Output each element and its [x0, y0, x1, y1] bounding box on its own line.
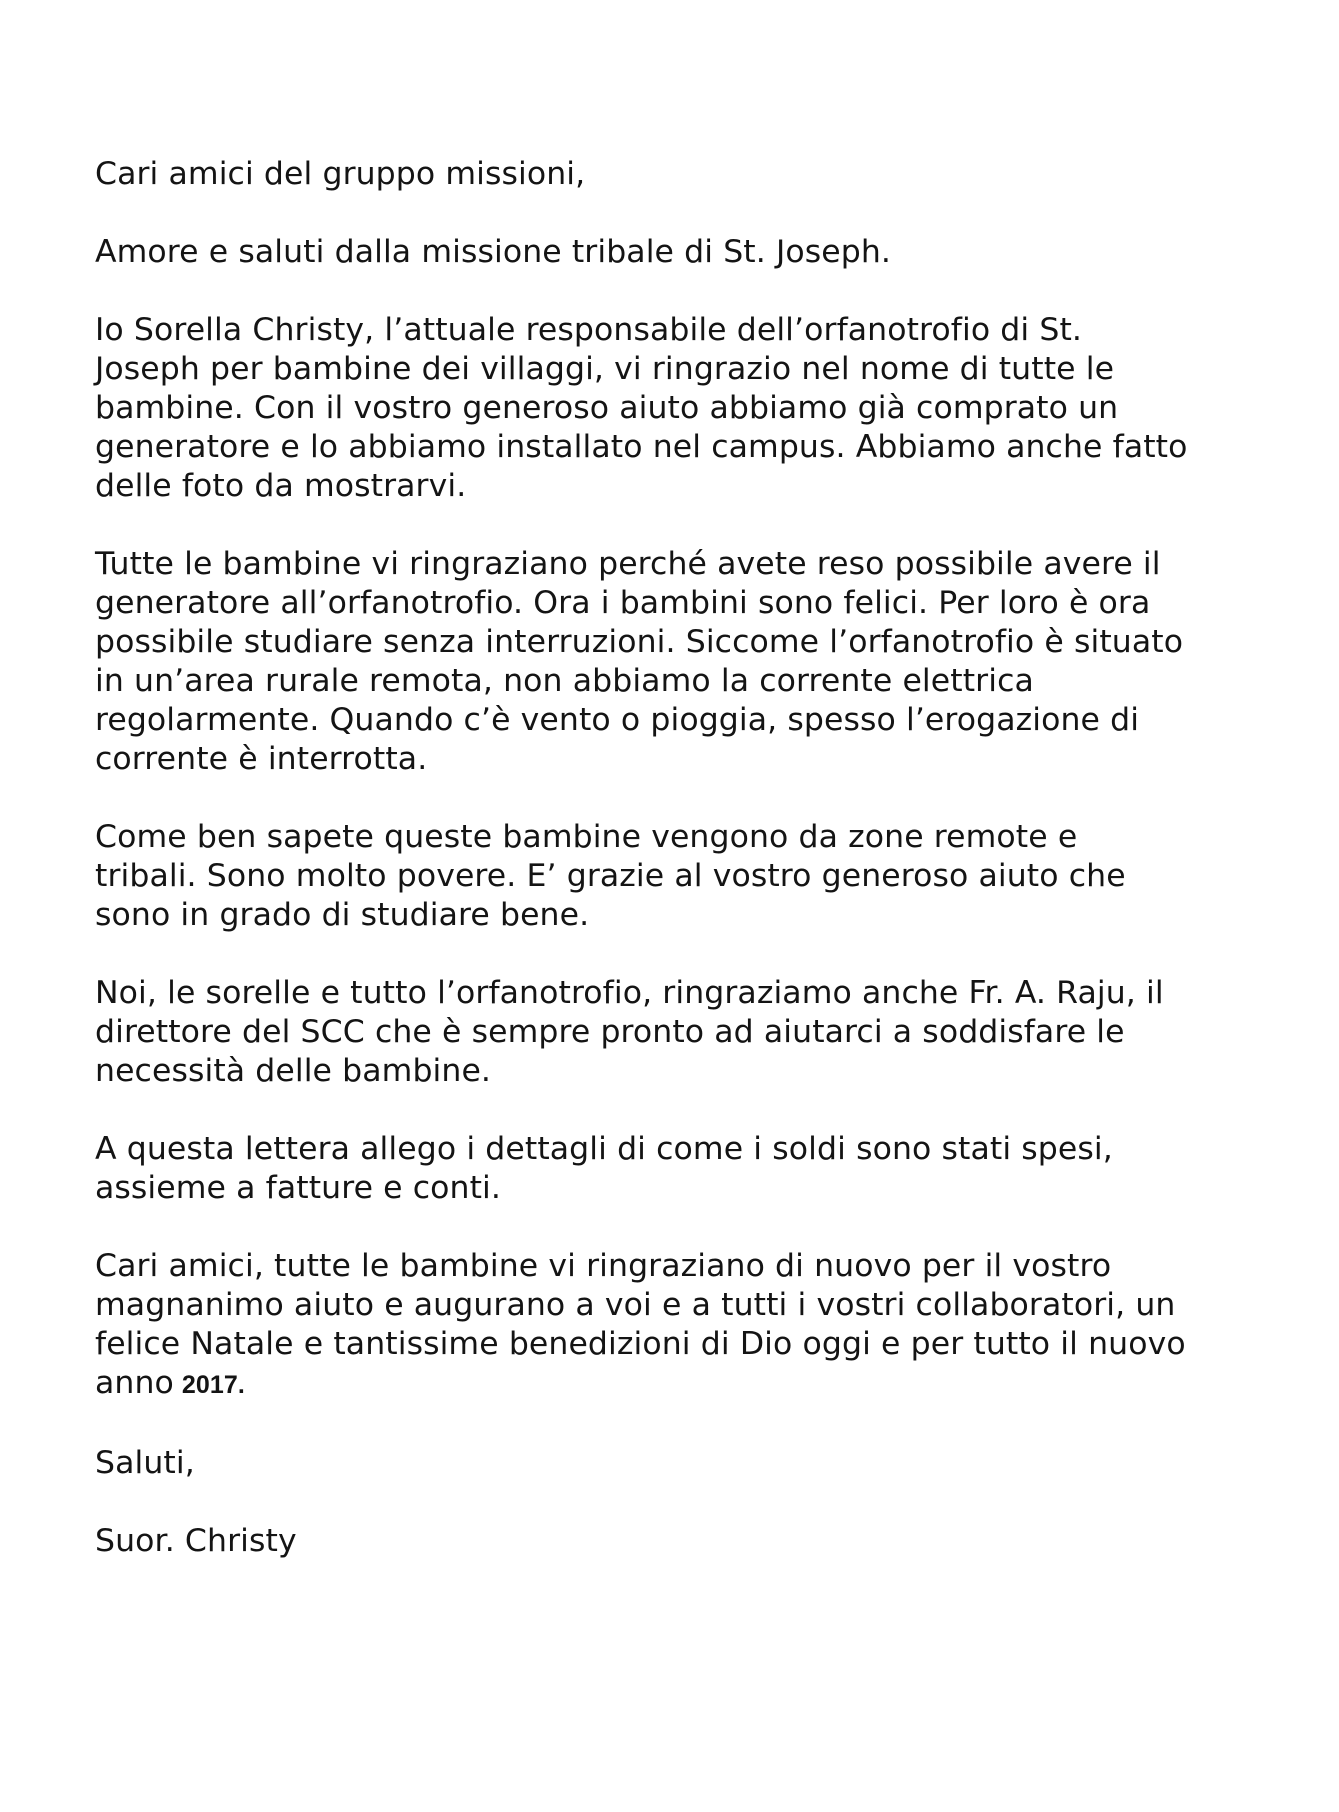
year-prefix: anno [95, 1365, 174, 1401]
text-line: generatore e lo abbiamo installato nel campus. Abbiamo anche fatto [95, 429, 1188, 465]
text-line: bambine. Con il vostro generoso aiuto abbiamo già comprato un [95, 390, 1119, 426]
text-line: Cari amici, tutte le bambine vi ringraziano di nuovo per il vostro [95, 1248, 1112, 1284]
year-line [95, 1364, 1275, 1405]
paragraph-thanks-generator [95, 311, 1275, 506]
text-line: direttore del SCC che è sempre pronto ad aiutarci a soddisfare le [95, 1014, 1125, 1050]
paragraph-attachments [95, 1130, 1275, 1208]
text-line: tribali. Sono molto povere. E’ grazie al vostro generoso aiuto che [95, 858, 1126, 894]
text-line: assieme a fatture e conti. [95, 1170, 502, 1206]
text-line: magnanimo aiuto e augurano a voi e a tutti i vostri collaboratori, un [95, 1287, 1176, 1323]
signature [95, 1522, 1275, 1561]
text-line: Come ben sapete queste bambine vengono da zone remote e [95, 819, 1078, 855]
text-line: corrente è interrotta. [95, 741, 428, 777]
signature-line: Suor. Christy [95, 1523, 297, 1559]
letter-body [95, 155, 1275, 1600]
text-line: Io Sorella Christy, l’attuale responsabile dell’orfanotrofio di St. [95, 312, 1083, 348]
text-line: Tutte le bambine vi ringraziano perché avete reso possibile avere il [95, 546, 1161, 582]
text-line: Noi, le sorelle e tutto l’orfanotrofio, ringraziamo anche Fr. A. Raju, il [95, 975, 1164, 1011]
intro-paragraph [95, 233, 1275, 272]
paragraph-remote-areas [95, 818, 1275, 935]
greeting-line: Cari amici del gruppo missioni, [95, 156, 586, 192]
year-value: 2017. [181, 1371, 245, 1399]
closing-line: Saluti, [95, 1445, 195, 1481]
text-line: sono in grado di studiare bene. [95, 897, 590, 933]
text-line: necessità delle bambine. [95, 1053, 492, 1089]
text-line: possibile studiare senza interruzioni. Siccome l’orfanotrofio è situato [95, 624, 1184, 660]
text-line: in un’area rurale remota, non abbiamo la corrente elettrica [95, 663, 1034, 699]
text-line: generatore all’orfanotrofio. Ora i bambini sono felici. Per loro è ora [95, 585, 1151, 621]
closing [95, 1444, 1275, 1483]
greeting [95, 155, 1275, 194]
paragraph-director-thanks [95, 974, 1275, 1091]
paragraph-christmas-wishes [95, 1247, 1275, 1405]
intro-line: Amore e saluti dalla missione tribale di St. Joseph. [95, 234, 892, 270]
text-line: A questa lettera allego i dettagli di come i soldi sono stati spesi, [95, 1131, 1113, 1167]
text-line: felice Natale e tantissime benedizioni di Dio oggi e per tutto il nuovo [95, 1326, 1186, 1362]
text-line: regolarmente. Quando c’è vento o pioggia, spesso l’erogazione di [95, 702, 1140, 738]
text-line: delle foto da mostrarvi. [95, 468, 467, 504]
paragraph-electricity [95, 545, 1275, 779]
text-line: Joseph per bambine dei villaggi, vi ringrazio nel nome di tutte le [95, 351, 1115, 387]
